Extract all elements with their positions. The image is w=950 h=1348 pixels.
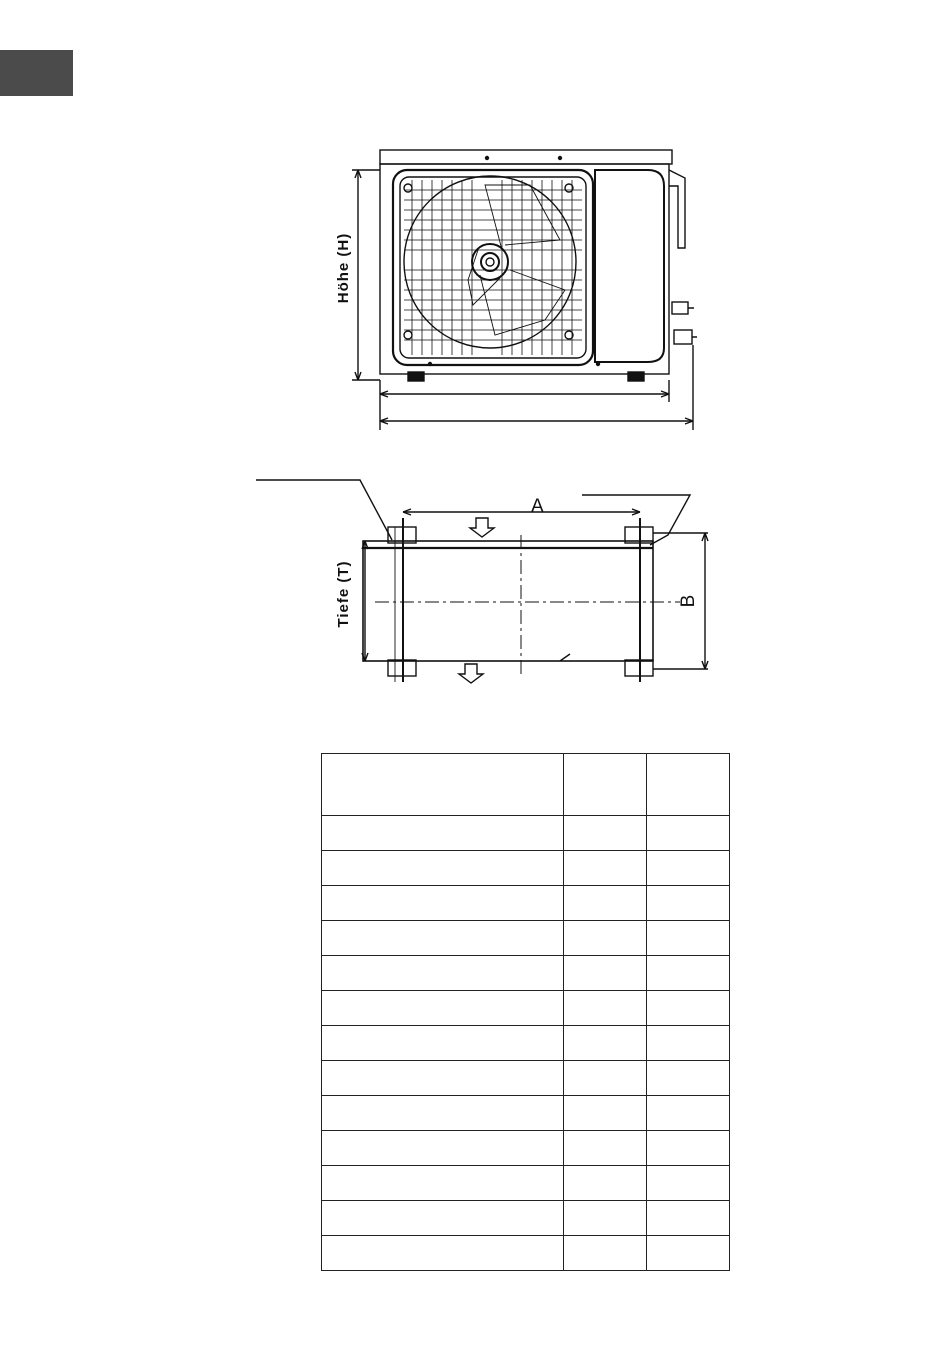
table-cell	[647, 816, 730, 851]
table-cell	[647, 1026, 730, 1061]
table-header-row	[322, 754, 730, 816]
table-row	[322, 1166, 730, 1201]
table-cell	[322, 1131, 564, 1166]
table-cell	[564, 956, 647, 991]
table-cell	[322, 851, 564, 886]
table-cell	[647, 991, 730, 1026]
table-cell	[322, 1026, 564, 1061]
table-header-cell	[647, 754, 730, 816]
table-cell	[322, 1096, 564, 1131]
height-label: Höhe (H)	[335, 232, 352, 304]
table-cell	[564, 1236, 647, 1271]
table-row	[322, 991, 730, 1026]
table-cell	[564, 1096, 647, 1131]
table-cell	[647, 1236, 730, 1271]
dimensions-table	[321, 753, 730, 1271]
table-cell	[322, 956, 564, 991]
table-cell	[564, 886, 647, 921]
top-view-diagram	[250, 470, 720, 690]
fan-circle	[404, 176, 576, 348]
table-cell	[564, 1061, 647, 1096]
section-tab-marker	[0, 50, 73, 96]
table-cell	[564, 1201, 647, 1236]
table-row	[322, 1061, 730, 1096]
table-cell	[322, 921, 564, 956]
table-cell	[647, 921, 730, 956]
table-cell	[564, 1026, 647, 1061]
table-row	[322, 1236, 730, 1271]
table-cell	[647, 1096, 730, 1131]
table-cell	[322, 816, 564, 851]
depth-label: Tiefe (T)	[335, 560, 352, 628]
table-cell	[322, 1166, 564, 1201]
table-row	[322, 851, 730, 886]
table-row	[322, 1026, 730, 1061]
table-cell	[647, 1131, 730, 1166]
table-header-cell	[322, 754, 564, 816]
table-row	[322, 1131, 730, 1166]
fan-hub	[472, 244, 508, 280]
table-cell	[564, 816, 647, 851]
table-row	[322, 956, 730, 991]
table-cell	[564, 1166, 647, 1201]
table-cell	[322, 991, 564, 1026]
table-cell	[647, 1166, 730, 1201]
front-view-diagram	[320, 140, 710, 440]
table-cell	[564, 921, 647, 956]
table-cell	[647, 1061, 730, 1096]
table-cell	[322, 886, 564, 921]
dimension-a-label: A	[531, 496, 544, 517]
fan-grille-frame	[393, 170, 593, 365]
table-row	[322, 816, 730, 851]
table-cell	[322, 1061, 564, 1096]
table-cell	[322, 1236, 564, 1271]
table-row	[322, 921, 730, 956]
table-cell	[322, 1201, 564, 1236]
table-row	[322, 886, 730, 921]
table-cell	[564, 991, 647, 1026]
table-cell	[564, 1131, 647, 1166]
table-row	[322, 1201, 730, 1236]
table-cell	[564, 851, 647, 886]
table-cell	[647, 1201, 730, 1236]
table-cell	[647, 851, 730, 886]
table-cell	[647, 956, 730, 991]
dimension-b-label: B	[678, 594, 699, 608]
table-row	[322, 1096, 730, 1131]
table-cell	[647, 886, 730, 921]
table-header-cell	[564, 754, 647, 816]
